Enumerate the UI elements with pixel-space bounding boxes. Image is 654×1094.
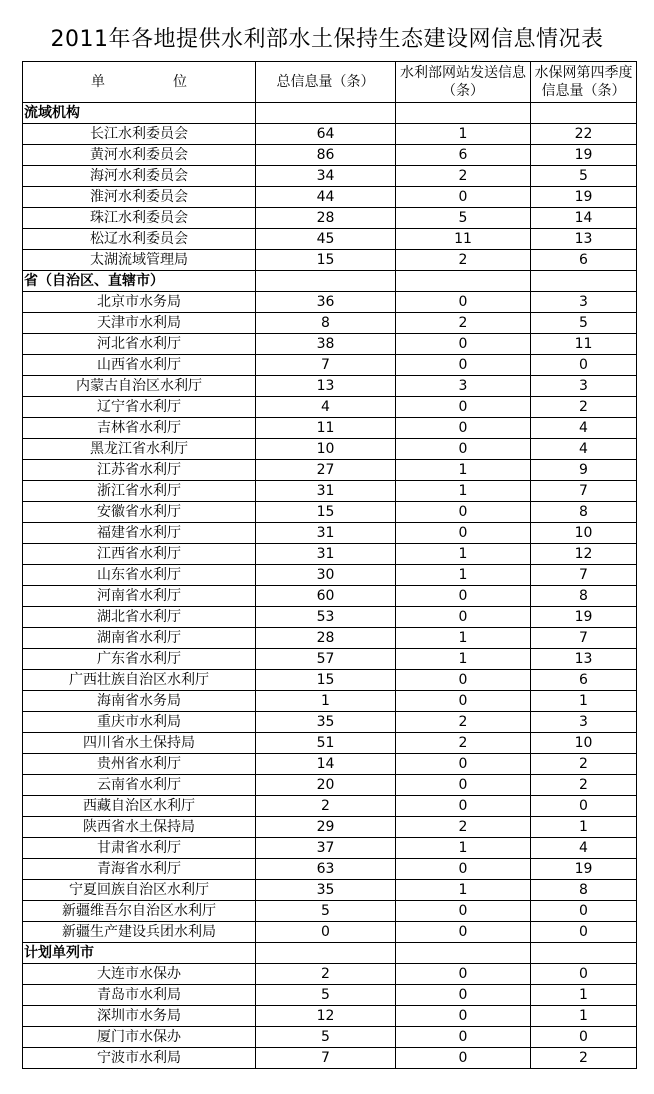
total-count: 57 bbox=[256, 649, 396, 670]
section-row bbox=[23, 103, 637, 124]
section-empty-cell bbox=[531, 271, 637, 292]
total-count: 15 bbox=[256, 502, 396, 523]
soilnet-count: 4 bbox=[531, 439, 637, 460]
table-row bbox=[23, 229, 637, 250]
table-row bbox=[23, 418, 637, 439]
soilnet-count: 13 bbox=[531, 229, 637, 250]
soilnet-count: 7 bbox=[531, 565, 637, 586]
ministry-count: 1 bbox=[396, 460, 531, 481]
soilnet-count: 5 bbox=[531, 166, 637, 187]
table-row bbox=[23, 859, 637, 880]
section-empty-cell bbox=[396, 271, 531, 292]
unit-name: 安徽省水利厅 bbox=[23, 502, 256, 523]
soilnet-count: 5 bbox=[531, 313, 637, 334]
unit-name: 贵州省水利厅 bbox=[23, 754, 256, 775]
total-count: 86 bbox=[256, 145, 396, 166]
ministry-count: 2 bbox=[396, 733, 531, 754]
table-row bbox=[23, 586, 637, 607]
table-row bbox=[23, 880, 637, 901]
unit-name: 新疆生产建设兵团水利局 bbox=[23, 922, 256, 943]
unit-name: 松辽水利委员会 bbox=[23, 229, 256, 250]
total-count: 53 bbox=[256, 607, 396, 628]
table-row bbox=[23, 313, 637, 334]
total-count: 4 bbox=[256, 397, 396, 418]
soilnet-count: 8 bbox=[531, 880, 637, 901]
total-count: 31 bbox=[256, 481, 396, 502]
table-row bbox=[23, 1048, 637, 1069]
soilnet-count: 2 bbox=[531, 1048, 637, 1069]
table-row bbox=[23, 124, 637, 145]
header-total: 总信息量（条） bbox=[256, 62, 396, 103]
info-table bbox=[22, 61, 637, 1069]
table-row bbox=[23, 187, 637, 208]
header-soilnet: 水保网第四季度信息量（条） bbox=[531, 62, 637, 103]
table-row bbox=[23, 901, 637, 922]
section-empty-cell bbox=[396, 943, 531, 964]
total-count: 5 bbox=[256, 1027, 396, 1048]
unit-name: 重庆市水利局 bbox=[23, 712, 256, 733]
unit-name: 陕西省水土保持局 bbox=[23, 817, 256, 838]
total-count: 35 bbox=[256, 880, 396, 901]
ministry-count: 1 bbox=[396, 565, 531, 586]
unit-name: 淮河水利委员会 bbox=[23, 187, 256, 208]
soilnet-count: 7 bbox=[531, 481, 637, 502]
ministry-count: 0 bbox=[396, 418, 531, 439]
ministry-count: 6 bbox=[396, 145, 531, 166]
total-count: 15 bbox=[256, 250, 396, 271]
ministry-count: 0 bbox=[396, 775, 531, 796]
ministry-count: 1 bbox=[396, 544, 531, 565]
table-row bbox=[23, 1027, 637, 1048]
ministry-count: 0 bbox=[396, 922, 531, 943]
ministry-count: 1 bbox=[396, 628, 531, 649]
soilnet-count: 8 bbox=[531, 502, 637, 523]
total-count: 5 bbox=[256, 985, 396, 1006]
header-unit-b: 位 bbox=[173, 74, 187, 90]
total-count: 28 bbox=[256, 628, 396, 649]
total-count: 29 bbox=[256, 817, 396, 838]
total-count: 37 bbox=[256, 838, 396, 859]
total-count: 28 bbox=[256, 208, 396, 229]
total-count: 11 bbox=[256, 418, 396, 439]
table-row bbox=[23, 607, 637, 628]
unit-name: 内蒙古自治区水利厅 bbox=[23, 376, 256, 397]
unit-name: 新疆维吾尔自治区水利厅 bbox=[23, 901, 256, 922]
section-empty-cell bbox=[396, 103, 531, 124]
soilnet-count: 3 bbox=[531, 292, 637, 313]
table-row bbox=[23, 985, 637, 1006]
table-row bbox=[23, 460, 637, 481]
soilnet-count: 19 bbox=[531, 187, 637, 208]
unit-name: 北京市水务局 bbox=[23, 292, 256, 313]
soilnet-count: 2 bbox=[531, 754, 637, 775]
total-count: 0 bbox=[256, 922, 396, 943]
soilnet-count: 10 bbox=[531, 523, 637, 544]
unit-name: 湖南省水利厅 bbox=[23, 628, 256, 649]
total-count: 60 bbox=[256, 586, 396, 607]
total-count: 1 bbox=[256, 691, 396, 712]
unit-name: 山西省水利厅 bbox=[23, 355, 256, 376]
ministry-count: 2 bbox=[396, 313, 531, 334]
soilnet-count: 0 bbox=[531, 964, 637, 985]
unit-name: 吉林省水利厅 bbox=[23, 418, 256, 439]
ministry-count: 2 bbox=[396, 166, 531, 187]
ministry-count: 0 bbox=[396, 439, 531, 460]
unit-name: 青岛市水利局 bbox=[23, 985, 256, 1006]
total-count: 30 bbox=[256, 565, 396, 586]
unit-name: 宁夏回族自治区水利厅 bbox=[23, 880, 256, 901]
unit-name: 湖北省水利厅 bbox=[23, 607, 256, 628]
unit-name: 深圳市水务局 bbox=[23, 1006, 256, 1027]
soilnet-count: 0 bbox=[531, 922, 637, 943]
unit-name: 天津市水利局 bbox=[23, 313, 256, 334]
header-unit-a: 单 bbox=[91, 74, 105, 90]
table-row bbox=[23, 397, 637, 418]
table-row bbox=[23, 649, 637, 670]
total-count: 63 bbox=[256, 859, 396, 880]
table-row bbox=[23, 334, 637, 355]
total-count: 12 bbox=[256, 1006, 396, 1027]
ministry-count: 1 bbox=[396, 124, 531, 145]
total-count: 31 bbox=[256, 544, 396, 565]
section-empty-cell bbox=[256, 271, 396, 292]
table-row bbox=[23, 691, 637, 712]
soilnet-count: 19 bbox=[531, 145, 637, 166]
total-count: 7 bbox=[256, 1048, 396, 1069]
unit-name: 黑龙江省水利厅 bbox=[23, 439, 256, 460]
ministry-count: 0 bbox=[396, 1006, 531, 1027]
total-count: 15 bbox=[256, 670, 396, 691]
total-count: 27 bbox=[256, 460, 396, 481]
soilnet-count: 6 bbox=[531, 670, 637, 691]
soilnet-count: 12 bbox=[531, 544, 637, 565]
header-ministry: 水利部网站发送信息（条） bbox=[396, 62, 531, 103]
ministry-count: 0 bbox=[396, 187, 531, 208]
soilnet-count: 1 bbox=[531, 985, 637, 1006]
soilnet-count: 0 bbox=[531, 1027, 637, 1048]
soilnet-count: 19 bbox=[531, 859, 637, 880]
soilnet-count: 0 bbox=[531, 901, 637, 922]
ministry-count: 0 bbox=[396, 502, 531, 523]
soilnet-count: 0 bbox=[531, 355, 637, 376]
table-row bbox=[23, 754, 637, 775]
section-empty-cell bbox=[531, 943, 637, 964]
total-count: 8 bbox=[256, 313, 396, 334]
table-row bbox=[23, 796, 637, 817]
total-count: 2 bbox=[256, 964, 396, 985]
ministry-count: 0 bbox=[396, 292, 531, 313]
unit-name: 大连市水保办 bbox=[23, 964, 256, 985]
table-row bbox=[23, 775, 637, 796]
total-count: 34 bbox=[256, 166, 396, 187]
unit-name: 云南省水利厅 bbox=[23, 775, 256, 796]
soilnet-count: 3 bbox=[531, 712, 637, 733]
ministry-count: 0 bbox=[396, 1027, 531, 1048]
table-row bbox=[23, 145, 637, 166]
table-row bbox=[23, 250, 637, 271]
table-row bbox=[23, 376, 637, 397]
unit-name: 山东省水利厅 bbox=[23, 565, 256, 586]
table-row bbox=[23, 523, 637, 544]
unit-name: 甘肃省水利厅 bbox=[23, 838, 256, 859]
header-row bbox=[23, 62, 637, 103]
soilnet-count: 11 bbox=[531, 334, 637, 355]
section-empty-cell bbox=[256, 943, 396, 964]
total-count: 38 bbox=[256, 334, 396, 355]
unit-name: 太湖流域管理局 bbox=[23, 250, 256, 271]
table-row bbox=[23, 628, 637, 649]
page-title: 2011年各地提供水利部水土保持生态建设网信息情况表 bbox=[50, 27, 604, 52]
total-count: 20 bbox=[256, 775, 396, 796]
total-count: 44 bbox=[256, 187, 396, 208]
soilnet-count: 22 bbox=[531, 124, 637, 145]
soilnet-count: 1 bbox=[531, 1006, 637, 1027]
ministry-count: 0 bbox=[396, 334, 531, 355]
table-row bbox=[23, 838, 637, 859]
unit-name: 长江水利委员会 bbox=[23, 124, 256, 145]
soilnet-count: 1 bbox=[531, 817, 637, 838]
section-row bbox=[23, 271, 637, 292]
soilnet-count: 13 bbox=[531, 649, 637, 670]
ministry-count: 0 bbox=[396, 1048, 531, 1069]
section-label: 流域机构 bbox=[23, 103, 256, 124]
ministry-count: 0 bbox=[396, 796, 531, 817]
section-label: 省（自治区、直辖市） bbox=[23, 271, 256, 292]
unit-name: 宁波市水利局 bbox=[23, 1048, 256, 1069]
section-row bbox=[23, 943, 637, 964]
soilnet-count: 4 bbox=[531, 838, 637, 859]
ministry-count: 11 bbox=[396, 229, 531, 250]
soilnet-count: 3 bbox=[531, 376, 637, 397]
soilnet-count: 2 bbox=[531, 775, 637, 796]
unit-name: 西藏自治区水利厅 bbox=[23, 796, 256, 817]
ministry-count: 0 bbox=[396, 985, 531, 1006]
ministry-count: 5 bbox=[396, 208, 531, 229]
soilnet-count: 19 bbox=[531, 607, 637, 628]
ministry-count: 0 bbox=[396, 754, 531, 775]
unit-name: 江苏省水利厅 bbox=[23, 460, 256, 481]
ministry-count: 0 bbox=[396, 859, 531, 880]
soilnet-count: 14 bbox=[531, 208, 637, 229]
ministry-count: 0 bbox=[396, 586, 531, 607]
soilnet-count: 6 bbox=[531, 250, 637, 271]
soilnet-count: 8 bbox=[531, 586, 637, 607]
unit-name: 珠江水利委员会 bbox=[23, 208, 256, 229]
ministry-count: 0 bbox=[396, 397, 531, 418]
header-unit bbox=[23, 62, 256, 103]
ministry-count: 0 bbox=[396, 901, 531, 922]
section-empty-cell bbox=[256, 103, 396, 124]
ministry-count: 0 bbox=[396, 523, 531, 544]
total-count: 10 bbox=[256, 439, 396, 460]
total-count: 45 bbox=[256, 229, 396, 250]
table-row bbox=[23, 166, 637, 187]
table-body bbox=[23, 103, 637, 1069]
table-row bbox=[23, 208, 637, 229]
unit-name: 江西省水利厅 bbox=[23, 544, 256, 565]
unit-name: 青海省水利厅 bbox=[23, 859, 256, 880]
soilnet-count: 9 bbox=[531, 460, 637, 481]
total-count: 31 bbox=[256, 523, 396, 544]
ministry-count: 3 bbox=[396, 376, 531, 397]
soilnet-count: 2 bbox=[531, 397, 637, 418]
table-row bbox=[23, 922, 637, 943]
table-row bbox=[23, 817, 637, 838]
ministry-count: 0 bbox=[396, 355, 531, 376]
soilnet-count: 10 bbox=[531, 733, 637, 754]
table-row bbox=[23, 544, 637, 565]
table-row bbox=[23, 481, 637, 502]
unit-name: 广西壮族自治区水利厅 bbox=[23, 670, 256, 691]
table-row bbox=[23, 712, 637, 733]
soilnet-count: 1 bbox=[531, 691, 637, 712]
total-count: 7 bbox=[256, 355, 396, 376]
table-row bbox=[23, 670, 637, 691]
table-row bbox=[23, 502, 637, 523]
unit-name: 广东省水利厅 bbox=[23, 649, 256, 670]
ministry-count: 0 bbox=[396, 964, 531, 985]
ministry-count: 0 bbox=[396, 670, 531, 691]
unit-name: 河北省水利厅 bbox=[23, 334, 256, 355]
unit-name: 河南省水利厅 bbox=[23, 586, 256, 607]
soilnet-count: 7 bbox=[531, 628, 637, 649]
table-row bbox=[23, 1006, 637, 1027]
ministry-count: 0 bbox=[396, 607, 531, 628]
total-count: 35 bbox=[256, 712, 396, 733]
unit-name: 福建省水利厅 bbox=[23, 523, 256, 544]
ministry-count: 2 bbox=[396, 817, 531, 838]
table-row bbox=[23, 439, 637, 460]
section-label: 计划单列市 bbox=[23, 943, 256, 964]
total-count: 51 bbox=[256, 733, 396, 754]
total-count: 36 bbox=[256, 292, 396, 313]
ministry-count: 1 bbox=[396, 481, 531, 502]
total-count: 2 bbox=[256, 796, 396, 817]
unit-name: 浙江省水利厅 bbox=[23, 481, 256, 502]
unit-name: 海河水利委员会 bbox=[23, 166, 256, 187]
total-count: 14 bbox=[256, 754, 396, 775]
ministry-count: 2 bbox=[396, 250, 531, 271]
section-empty-cell bbox=[531, 103, 637, 124]
table-row bbox=[23, 292, 637, 313]
unit-name: 厦门市水保办 bbox=[23, 1027, 256, 1048]
soilnet-count: 4 bbox=[531, 418, 637, 439]
soilnet-count: 0 bbox=[531, 796, 637, 817]
table-row bbox=[23, 565, 637, 586]
ministry-count: 1 bbox=[396, 880, 531, 901]
total-count: 64 bbox=[256, 124, 396, 145]
unit-name: 四川省水土保持局 bbox=[23, 733, 256, 754]
unit-name: 黄河水利委员会 bbox=[23, 145, 256, 166]
ministry-count: 2 bbox=[396, 712, 531, 733]
unit-name: 海南省水务局 bbox=[23, 691, 256, 712]
ministry-count: 0 bbox=[396, 691, 531, 712]
unit-name: 辽宁省水利厅 bbox=[23, 397, 256, 418]
table-row bbox=[23, 733, 637, 754]
table-row bbox=[23, 964, 637, 985]
total-count: 13 bbox=[256, 376, 396, 397]
ministry-count: 1 bbox=[396, 649, 531, 670]
total-count: 5 bbox=[256, 901, 396, 922]
table-row bbox=[23, 355, 637, 376]
ministry-count: 1 bbox=[396, 838, 531, 859]
